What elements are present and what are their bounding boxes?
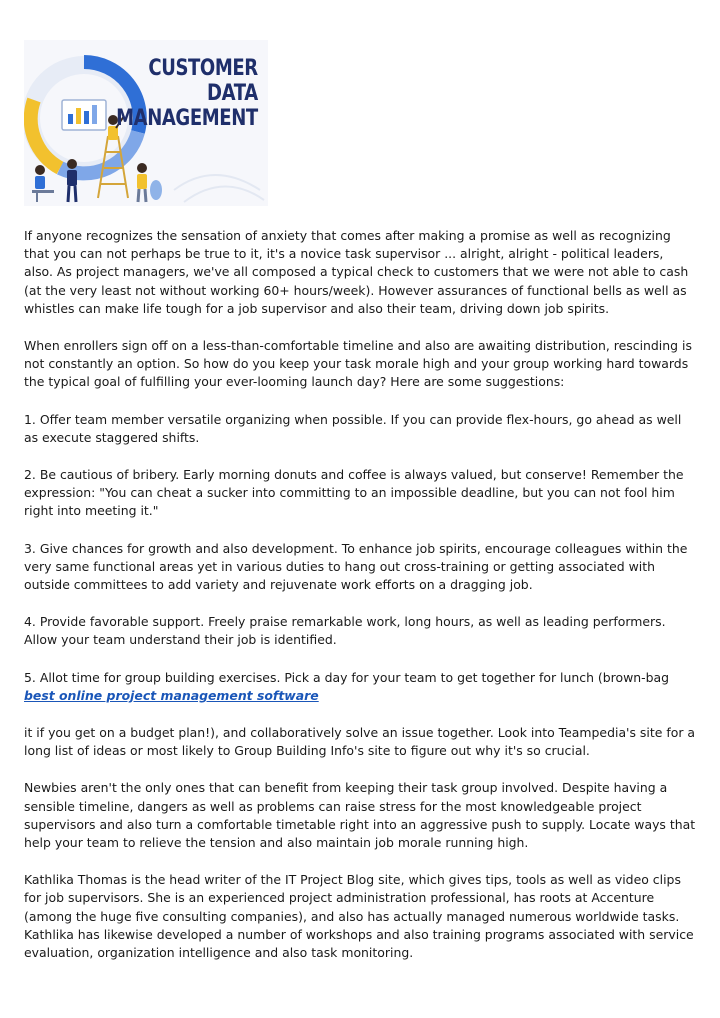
paragraph-tip-5	[24, 669, 696, 705]
paragraph: 4. Provide favorable support. Freely praise remarkable work, long hours, as well as leading performers. Allow your team understand their job is identified.	[24, 614, 666, 648]
paragraph: 3. Give chances for growth and also development. To enhance job spirits, encourage colleagues within the very same functional areas yet in various duties to hang out cross-training or getting associated with outside committees to add variety and rejuvenate work efforts on a dragging job.	[24, 540, 688, 593]
paragraph: it if you get on a budget plan!), and collaboratively solve an issue together. Look into Teampedia's site for a long list of ideas or most likely to Group Building Info's site to figure out why it's so crucial.	[24, 725, 696, 759]
hero-title	[116, 56, 258, 131]
paragraph: When enrollers sign off on a less-than-comfortable timeline and also are awaiting distribution, rescinding is not constantly an option. So how do you keep your task morale high and your group working hard towards the typical goal of fulfilling your ever-looming launch day? Here are some suggestions:	[24, 338, 692, 390]
author-bio: Kathlika Thomas is the head writer of the IT Project Blog site, which gives tips, tools as well as video clips for job supervisors. She is an experienced project administration professional, has roots at Accenture (among the huge five consulting companies), and also has actually managed numerous worldwide tasks. Kathlika has likewise developed a number of workshops and also training programs associated with service evaluation, organization intelligence and also task monitoring.	[24, 872, 694, 961]
hero-title-line: CUSTOMER	[148, 56, 258, 81]
paragraph: 2. Be cautious of bribery. Early morning donuts and coffee is always valued, but conserve! Remember the expression: "You can cheat a sucker into committing to an impossible deadline, but you can not fool him right into meeting it."	[24, 467, 684, 519]
paragraph: If anyone recognizes the sensation of anxiety that comes after making a promise as well as recognizing that you can not perhaps be true to it, it's a novice task supervisor ... alright, alright - political leaders, also. As project managers, we've all composed a typical check to customers that we were not able to cash (at the very least not without working 60+ hours/week). However assurances of functional bells as well as whistles can make life tough for a job supervisor and also their team, driving down job spirits.	[24, 228, 689, 316]
hero-title-line: MANAGEMENT	[116, 106, 258, 131]
hero-title-line: DATA	[207, 81, 258, 106]
article-body	[24, 227, 696, 962]
tip-5-text: 5. Allot time for group building exercises. Pick a day for your team to get together for lunch (brown-bag	[24, 669, 670, 685]
paragraph: 1. Offer team member versatile organizing when possible. If you can provide flex-hours, go ahead as well as execute staggered shifts.	[24, 411, 682, 445]
hero-image	[24, 40, 268, 206]
software-link[interactable]: best online project management software	[24, 687, 319, 703]
paragraph: Newbies aren't the only ones that can benefit from keeping their task group involved. Despite having a sensible timeline, dangers as well as problems can raise stress for the most knowledgeable project supervisors and also turn a comfortable timetable right into an aggressive push to supply. Locate ways that help your team to relieve the tension and also maintain job morale running high.	[24, 780, 696, 851]
